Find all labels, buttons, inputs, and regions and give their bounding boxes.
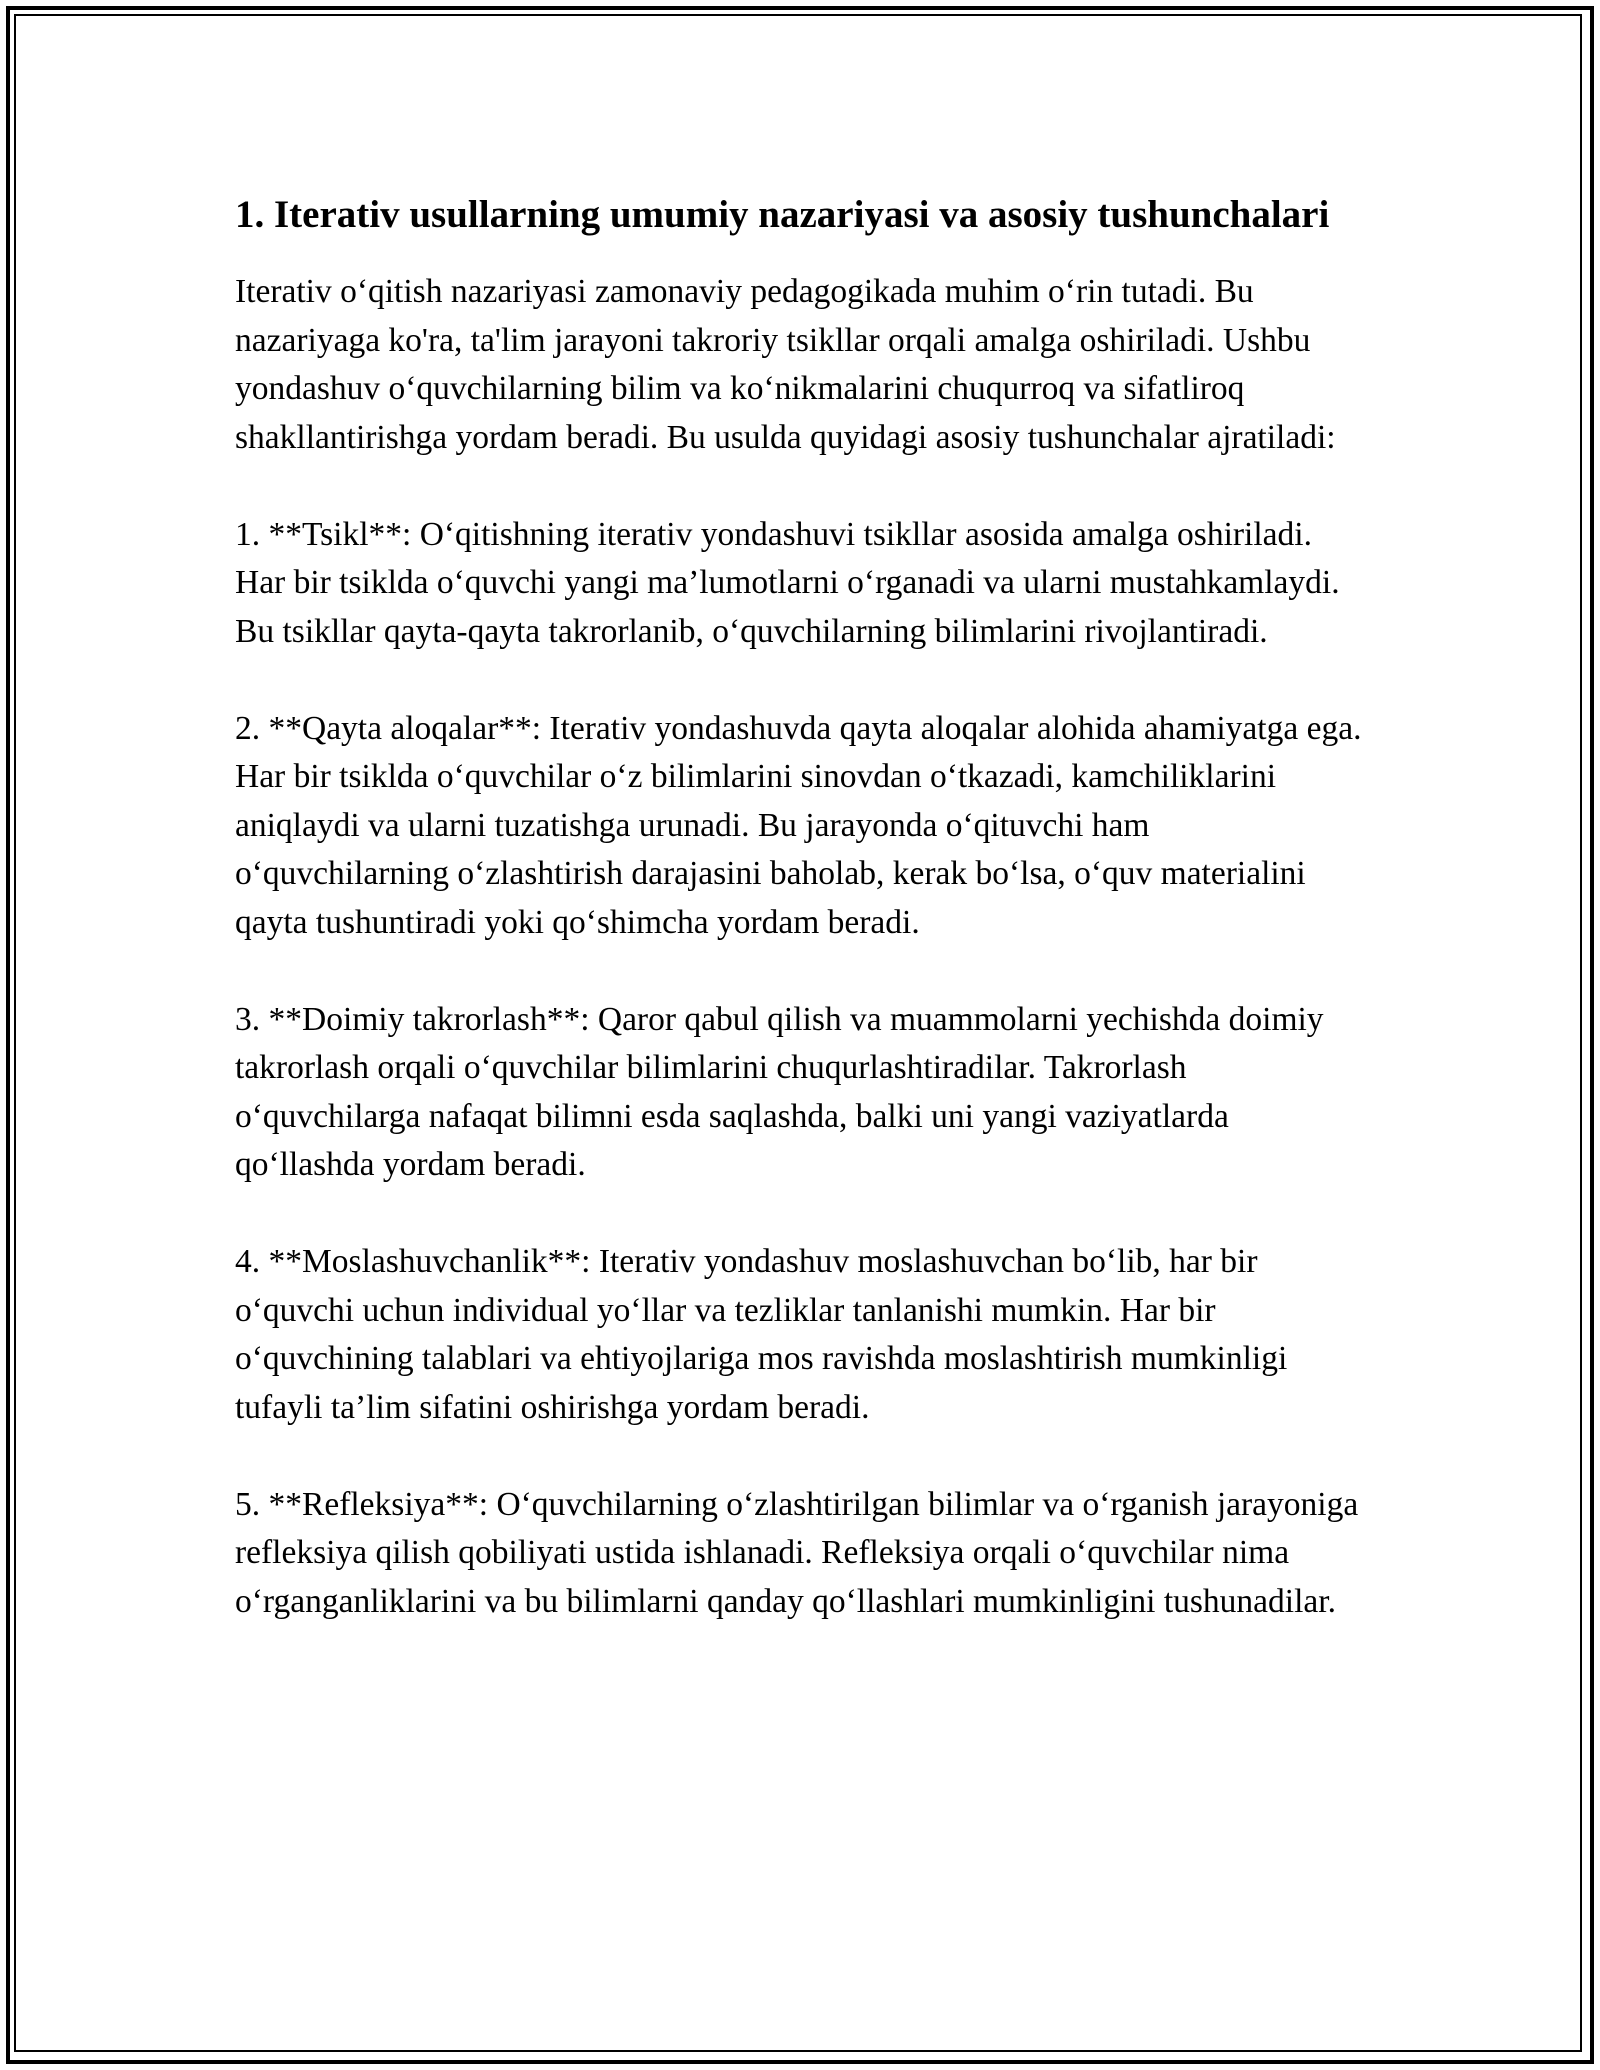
intro-paragraph: Iterativ o‘qitish nazariyasi zamonaviy pedagogikada muhim o‘rin tutadi. Bu nazariyaga ko'ra, ta'lim jarayoni takroriy tsikllar orqali amalga oshiriladi. Ushbu yondashuv o‘quvchilarning bilim va ko‘nikmalarini chuqurroq va sifatliroq shakllantirishga yordam beradi. Bu usulda quyidagi asosiy tushunchalar ajratiladi: bbox=[235, 273, 1336, 456]
list-item-refleksiya: 5. **Refleksiya**: O‘quvchilarning o‘zlashtirilgan bilimlar va o‘rganish jarayoniga refleksiya qilish qobiliyati ustida ishlanadi. Refleksiya orqali o‘quvchilar nima o‘rganganliklarini va bu bilimlarni qanday qo‘llashlari mumkinligini tushunadilar. bbox=[235, 1485, 1359, 1620]
section-heading: 1. Iterativ usullarning umumiy nazariyasi va asosiy tushunchalari bbox=[235, 193, 1330, 236]
list-item-tsikl: 1. **Tsikl**: O‘qitishning iterativ yondashuvi tsikllar asosida amalga oshiriladi. Har bir tsiklda o‘quvchi yangi ma’lumotlarni o‘rganadi va ularni mustahkamlaydi. Bu tsikllar qayta-qayta takrorlanib, o‘quvchilarning bilimlarini rivojlantiradi. bbox=[235, 515, 1340, 650]
document-body bbox=[235, 188, 1365, 1675]
list-item-moslashuvchanlik: 4. **Moslashuvchanlik**: Iterativ yondashuv moslashuvchan bo‘lib, har bir o‘quvchi uchun individual yo‘llar va tezliklar tanlanishi mumkin. Har bir o‘quvchining talablari va ehtiyojlariga mos ravishda moslashtirish mumkinligi tufayli ta’lim sifatini oshirishga yordam beradi. bbox=[235, 1243, 1288, 1426]
list-item-qayta-aloqalar: 2. **Qayta aloqalar**: Iterativ yondashuvda qayta aloqalar alohida ahamiyatga ega. Har bir tsiklda o‘quvchilar o‘z bilimlarini sinovdan o‘tkazadi, kamchiliklarini aniqlaydi va ularni tuzatishga urunadi. Bu jarayonda o‘qituvchi ham o‘quvchilarning o‘zlashtirish darajasini baholab, kerak bo‘lsa, o‘quv materialini qayta tushuntiradi yoki qo‘shimcha yordam beradi. bbox=[235, 709, 1362, 941]
list-item-doimiy-takrorlash: 3. **Doimiy takrorlash**: Qaror qabul qilish va muammolarni yechishda doimiy takrorlash orqali o‘quvchilar bilimlarini chuqurlashtiradilar. Takrorlash o‘quvchilarga nafaqat bilimni esda saqlashda, balki uni yangi vaziyatlarda qo‘llashda yordam beradi. bbox=[235, 1000, 1324, 1183]
